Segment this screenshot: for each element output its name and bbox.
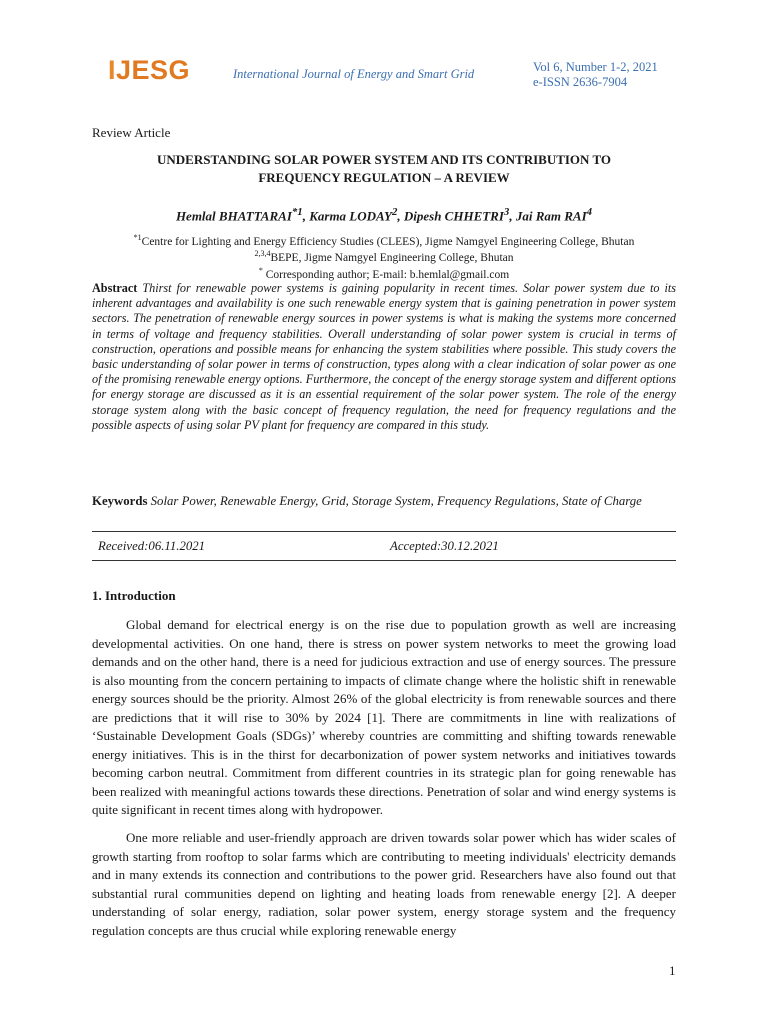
keywords bbox=[92, 493, 676, 509]
volume-info: Vol 6, Number 1-2, 2021 bbox=[533, 60, 658, 74]
page-header bbox=[0, 0, 768, 110]
affiliation-line bbox=[92, 248, 676, 264]
page-number: 1 bbox=[669, 963, 676, 978]
affiliation-line bbox=[92, 232, 676, 248]
title-line-1: UNDERSTANDING SOLAR POWER SYSTEM AND ITS CONTRIBUTION TO bbox=[156, 152, 611, 167]
affiliation-marks: *1 bbox=[133, 233, 142, 242]
article-type: Review Article bbox=[92, 125, 171, 140]
affiliation-text: BEPE, Jigme Namgyel Engineering College, Bhutan bbox=[270, 252, 514, 265]
affiliation-marks: 2,3,4 bbox=[254, 249, 271, 259]
affiliation-marks: * bbox=[258, 265, 263, 275]
author-marks: 4 bbox=[586, 206, 593, 218]
logo-rest: JESG bbox=[116, 55, 191, 85]
title-line-2: FREQUENCY REGULATION – A REVIEW bbox=[258, 170, 510, 185]
body-paragraph: Global demand for electrical energy is on the rise due to population growth as well are increasing developmental activities. On one hand, there is stress on power system networks to meet the growing load demands and on the other hand, there is a need for judicious extraction and use of energy sources. The pressure is also mounting from the concern pertaining to impacts of climate change where the holistic shift in renewable energy sources should be the priority. Almost 26% of the global electricity is from renewable sources and there are predictions that it will rise to 30% by 2024 [1]. There are commitments in line with realizations of ‘Sustainable Development Goals (SDGs)’ whereby countries are committing and shifting towards renewable energy initiatives. This is in the thirst for decarbonization of power system networks and initiatives towards becoming carbon neutral. Commitment from different countries in its strategic plan for going renewable has been realized with meaningful actions towards these directions. Penetration of solar and wind energy systems is quite significant in recent times along with hydropower. bbox=[92, 617, 676, 817]
author-name: Hemlal BHATTARAI bbox=[175, 208, 292, 224]
divider-top bbox=[92, 531, 676, 532]
author-marks: 3 bbox=[503, 206, 510, 218]
logo-first-letter: I bbox=[108, 55, 117, 85]
affiliations bbox=[92, 232, 676, 281]
affiliation-text: Centre for Lighting and Energy Efficiency Studies (CLEES), Jigme Namgyel Engineering College, Bhutan bbox=[141, 235, 635, 248]
author-name: Dipesh CHHETRI bbox=[403, 208, 504, 224]
abstract-text: Thirst for renewable power systems is gaining popularity in recent times. Solar power system due to its inherent advantages and availability is one such renewable energy system that is gaining penetration in power system sectors. The penetration of renewable energy sources in power systems is what is making the systems more concerned in terms of voltage and frequency stabilities. Overall understanding of solar power system is crucial in terms of construction, operations and possible means for enhancing the system stabilities where possible. This study covers the basic understanding of solar power in terms of construction, types along with a clear indication of solar power as one of the promising renewable energy options. Furthermore, the concept of the energy storage system and different options for energy storage are discussed as it is an essential requirement of the solar power system. The role of the energy storage system along with the basic concept of frequency regulation, the need for frequency regulations and the possible aspects of using solar PV plant for frequency are compared in this study. bbox=[92, 281, 677, 432]
affiliation-line bbox=[92, 265, 676, 281]
author-marks: 2 bbox=[391, 206, 398, 218]
author-marks: *1 bbox=[291, 206, 303, 218]
journal-name: International Journal of Energy and Smart Grid bbox=[233, 67, 475, 81]
received-date: Received:06.11.2021 bbox=[98, 539, 206, 553]
author-list: Hemlal BHATTARAI$^{*1}$, Karma LODAY$^2$, Dipesh CHHETRI$^3$, Jai Ram RAI$^4$ bbox=[175, 206, 593, 224]
volume-block bbox=[533, 60, 658, 90]
keywords-label: Keywords bbox=[92, 494, 148, 508]
abstract bbox=[92, 281, 676, 433]
issn-info: e-ISSN 2636-7904 bbox=[533, 75, 628, 89]
keywords-text: Solar Power, Renewable Energy, Grid, Storage System, Frequency Regulations, State of Charge bbox=[150, 494, 642, 508]
accepted-date: Accepted:30.12.2021 bbox=[390, 539, 499, 553]
divider-bottom bbox=[92, 560, 676, 561]
author-name: Jai Ram RAI bbox=[515, 208, 587, 224]
paper-title bbox=[92, 151, 676, 187]
affiliation-text: Corresponding author; E-mail: b.hemlal@gmail.com bbox=[262, 268, 510, 281]
section-heading: 1. Introduction bbox=[92, 588, 176, 603]
abstract-label: Abstract bbox=[92, 281, 138, 295]
journal-logo bbox=[108, 55, 190, 86]
author-name: Karma LODAY bbox=[309, 208, 392, 224]
body-paragraph: One more reliable and user-friendly approach are driven towards solar power which has wider scales of growth starting from rooftop to solar farms which are contributing to meeting individuals' electricity demands and in many extends its connection and contributions to the power grid. Researchers have also found out that substantial rural communities depend on lighting and heating loads from renewable energy [2]. A deeper understanding of solar energy, radiation, solar power system, energy storage system and the frequency regulation concepts are thus crucial while exploring renewable energy bbox=[92, 830, 676, 938]
